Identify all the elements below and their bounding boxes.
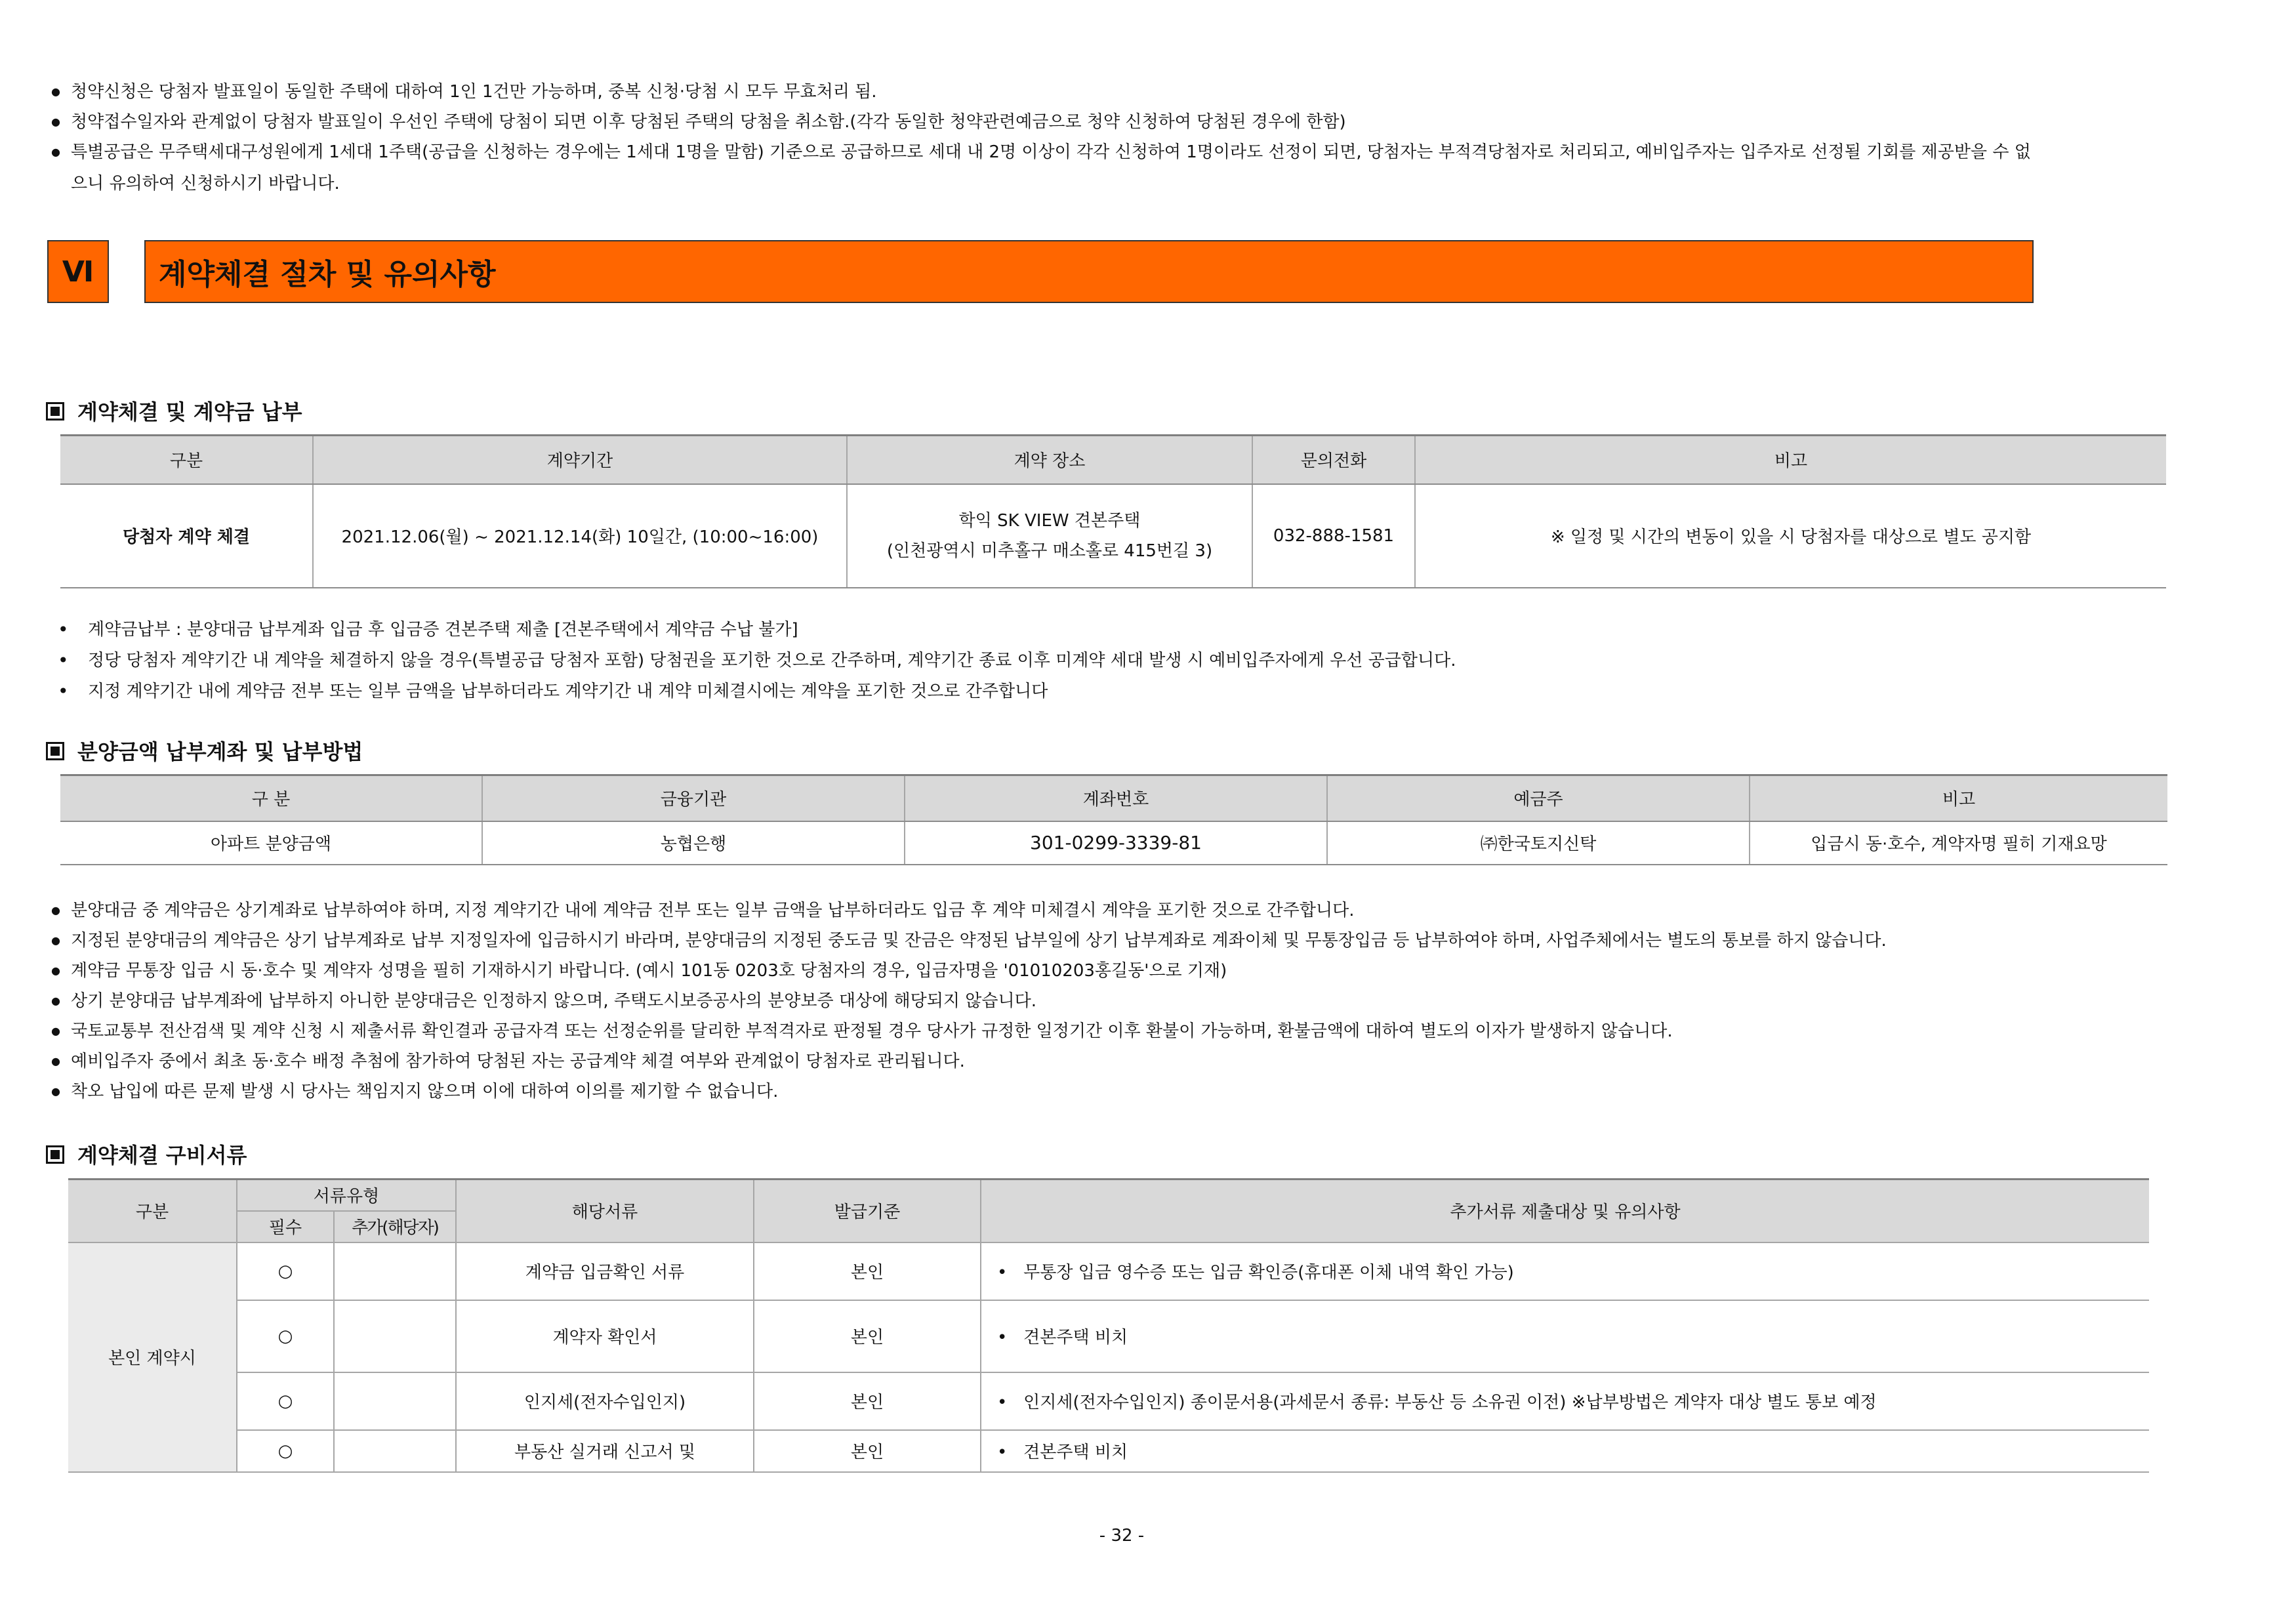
- cell-phone: 032-888-1581: [1252, 484, 1415, 588]
- cell-note: ※ 일정 및 시간의 변동이 있을 시 당첨자를 대상으로 별도 공지함: [1415, 484, 2166, 588]
- cell-document: 계약금 입금확인 서류: [456, 1242, 754, 1300]
- cell-additional: [334, 1300, 456, 1372]
- cell-document: 부동산 실거래 신고서 및: [456, 1430, 754, 1472]
- cell-required: ○: [237, 1430, 334, 1472]
- contract-bullet-2: • 정당 당첨자 계약기간 내 계약을 체결하지 않을 경우(특별공급 당첨자 포함) 당첨권을 포기한 것으로 간주하며, 계약기간 종료 이후 미계약 세대 발생 시 예비입주자에게 우선 공급합니다.: [51, 647, 1456, 674]
- top-bullet-2: ● 청약접수일자와 관계없이 당첨자 발표일이 우선인 주택에 당첨이 되면 이후 당첨된 주택의 당첨을 취소함.(각각 동일한 청약관련예금으로 청약 신청하여 당첨된 경우에 한함): [51, 109, 1346, 135]
- cell-place: 학익 SK VIEW 견본주택 (인천광역시 미추홀구 매소홀로 415번길 3): [847, 484, 1252, 588]
- contract-table: [60, 434, 2166, 588]
- cell-type: 당첨자 계약 체결: [60, 484, 313, 588]
- cell-additional: [334, 1242, 456, 1300]
- payment-bullet-4: ● 상기 분양대금 납부계좌에 납부하지 아니한 분양대금은 인정하지 않으며, 주택도시보증공사의 분양보증 대상에 해당되지 않습니다.: [51, 988, 1036, 1014]
- cell-additional: [334, 1372, 456, 1430]
- table-row: [68, 1430, 2149, 1472]
- cell-required: ○: [237, 1372, 334, 1430]
- col-header-period: 계약기간: [313, 436, 847, 484]
- payment-bullet-1: ● 분양대금 중 계약금은 상기계좌로 납부하여야 하며, 지정 계약기간 내에 계약금 전부 또는 일부 금액을 납부하더라도 입금 후 계약 미체결시 계약을 포기한 것으로 간주합니다.: [51, 897, 1354, 924]
- cell-account-number: 301-0299-3339-81: [905, 821, 1327, 865]
- cell-document: 인지세(전자수입인지): [456, 1372, 754, 1430]
- cell-note: • 견본주택 비치: [981, 1300, 2149, 1372]
- cell-holder: ㈜한국토지신탁: [1327, 821, 1750, 865]
- page-number: - 32 -: [1099, 1526, 1145, 1546]
- col-header-document: 해당서류: [456, 1180, 754, 1242]
- cell-note: • 인지세(전자수입인지) 종이문서용(과세문서 종류: 부동산 등 소유권 이전) ※납부방법은 계약자 대상 별도 통보 예정: [981, 1372, 2149, 1430]
- table-row: [68, 1300, 2149, 1372]
- payment-bullet-3: ● 계약금 무통장 입금 시 동·호수 및 계약자 성명을 필히 기재하시기 바랍니다. (예시 101동 0203호 당첨자의 경우, 입금자명을 '01010203홍길동'으로 기재): [51, 958, 1227, 984]
- col-header-issue: 발급기준: [754, 1180, 981, 1242]
- subheading-documents: 계약체결 구비서류: [46, 1139, 247, 1169]
- top-bullet-1: ● 청약신청은 당첨자 발표일이 동일한 주택에 대하여 1인 1건만 가능하며, 중복 신청·당첨 시 모두 무효처리 됨.: [51, 79, 876, 105]
- top-bullet-3: ● 특별공급은 무주택세대구성원에게 1세대 1주택(공급을 신청하는 경우에는 1세대 1명을 말함) 기준으로 공급하므로 세대 내 2명 이상이 각각 신청하여 1명이라도 선정이 되면, 당첨자는 부적격당첨자로 처리되고, 예비입주자는 입주자로 선정될 기회를 제공받을 수 없: [51, 139, 2031, 165]
- cell-additional: [334, 1430, 456, 1472]
- payment-bullet-5: ● 국토교통부 전산검색 및 계약 신청 시 제출서류 확인결과 공급자격 또는 선정순위를 달리한 부적격자로 판정될 경우 당사가 규정한 일정기간 이후 환불이 가능하며, 환불금액에 대하여 별도의 이자가 발생하지 않습니다.: [51, 1018, 1673, 1044]
- table-row: [68, 1372, 2149, 1430]
- table-row: [60, 821, 2167, 865]
- payment-bullet-2: ● 지정된 분양대금의 계약금은 상기 납부계좌로 납부 지정일자에 입금하시기 바라며, 분양대금의 지정된 중도금 및 잔금은 약정된 납부일에 상기 납부계좌로 계좌이체 및 무통장입금 등 납부하여야 하며, 사업주체에서는 별도의 통보를 하지 않습니다.: [51, 928, 1887, 954]
- cell-issue: 본인: [754, 1430, 981, 1472]
- col-header-category: 구 분: [60, 775, 482, 821]
- top-bullet-3-continuation: 으니 유의하여 신청하시기 바랍니다.: [71, 174, 340, 194]
- col-header-type: 구분: [60, 436, 313, 484]
- cell-required: ○: [237, 1242, 334, 1300]
- square-bullet-icon: [46, 402, 64, 421]
- cell-note: • 무통장 입금 영수증 또는 입금 확인증(휴대폰 이체 내역 확인 가능): [981, 1242, 2149, 1300]
- cell-category: 아파트 분양금액: [60, 821, 482, 865]
- col-header-doc-type: 서류유형: [237, 1180, 456, 1211]
- col-header-account: 계좌번호: [905, 775, 1327, 821]
- cell-note: • 견본주택 비치: [981, 1430, 2149, 1472]
- section-number-box: Ⅵ: [47, 240, 109, 303]
- col-header-note: 비고: [1415, 436, 2166, 484]
- col-header-phone: 문의전화: [1252, 436, 1415, 484]
- col-header-notes: 추가서류 제출대상 및 유의사항: [981, 1180, 2149, 1242]
- cell-issue: 본인: [754, 1300, 981, 1372]
- col-header-bank: 금융기관: [482, 775, 905, 821]
- subheading-contract: 계약체결 및 계약금 납부: [46, 396, 302, 426]
- cell-issue: 본인: [754, 1242, 981, 1300]
- payment-account-table: [60, 774, 2167, 865]
- payment-bullet-6: ● 예비입주자 중에서 최초 동·호수 배정 추첨에 참가하여 당첨된 자는 공급계약 체결 여부와 관계없이 당첨자로 관리됩니다.: [51, 1048, 965, 1075]
- cell-period: 2021.12.06(월) ~ 2021.12.14(화) 10일간, (10:00~16:00): [313, 484, 847, 588]
- cell-remark: 입금시 동·호수, 계약자명 필히 기재요망: [1750, 821, 2167, 865]
- col-header-holder: 예금주: [1327, 775, 1750, 821]
- group-label: 본인 계약시: [68, 1242, 237, 1472]
- col-header-required: 필수: [237, 1211, 334, 1242]
- section-title: 계약체결 절차 및 유의사항: [159, 258, 496, 291]
- cell-document: 계약자 확인서: [456, 1300, 754, 1372]
- col-header-remark: 비고: [1750, 775, 2167, 821]
- table-row: [60, 484, 2166, 588]
- cell-issue: 본인: [754, 1372, 981, 1430]
- col-header-place: 계약 장소: [847, 436, 1252, 484]
- contract-bullet-3: • 지정 계약기간 내에 계약금 전부 또는 일부 금액을 납부하더라도 계약기간 내 계약 미체결시에는 계약을 포기한 것으로 간주합니다: [51, 678, 1048, 705]
- cell-bank: 농협은행: [482, 821, 905, 865]
- payment-bullet-7: ● 착오 납입에 따른 문제 발생 시 당사는 책임지지 않으며 이에 대하여 이의를 제기할 수 없습니다.: [51, 1078, 778, 1105]
- documents-table: [68, 1178, 2149, 1473]
- table-row: [68, 1242, 2149, 1300]
- subheading-payment-account: 분양금액 납부계좌 및 납부방법: [46, 735, 363, 766]
- square-bullet-icon: [46, 742, 64, 760]
- contract-bullet-1: • 계약금납부 : 분양대금 납부계좌 입금 후 입금증 견본주택 제출 [견본주택에서 계약금 수납 불가]: [51, 617, 798, 643]
- col-header-additional: 추가(해당자): [334, 1211, 456, 1242]
- cell-required: ○: [237, 1300, 334, 1372]
- square-bullet-icon: [46, 1145, 64, 1164]
- section-title-bar: [144, 240, 2034, 303]
- col-header-type: 구분: [68, 1180, 237, 1242]
